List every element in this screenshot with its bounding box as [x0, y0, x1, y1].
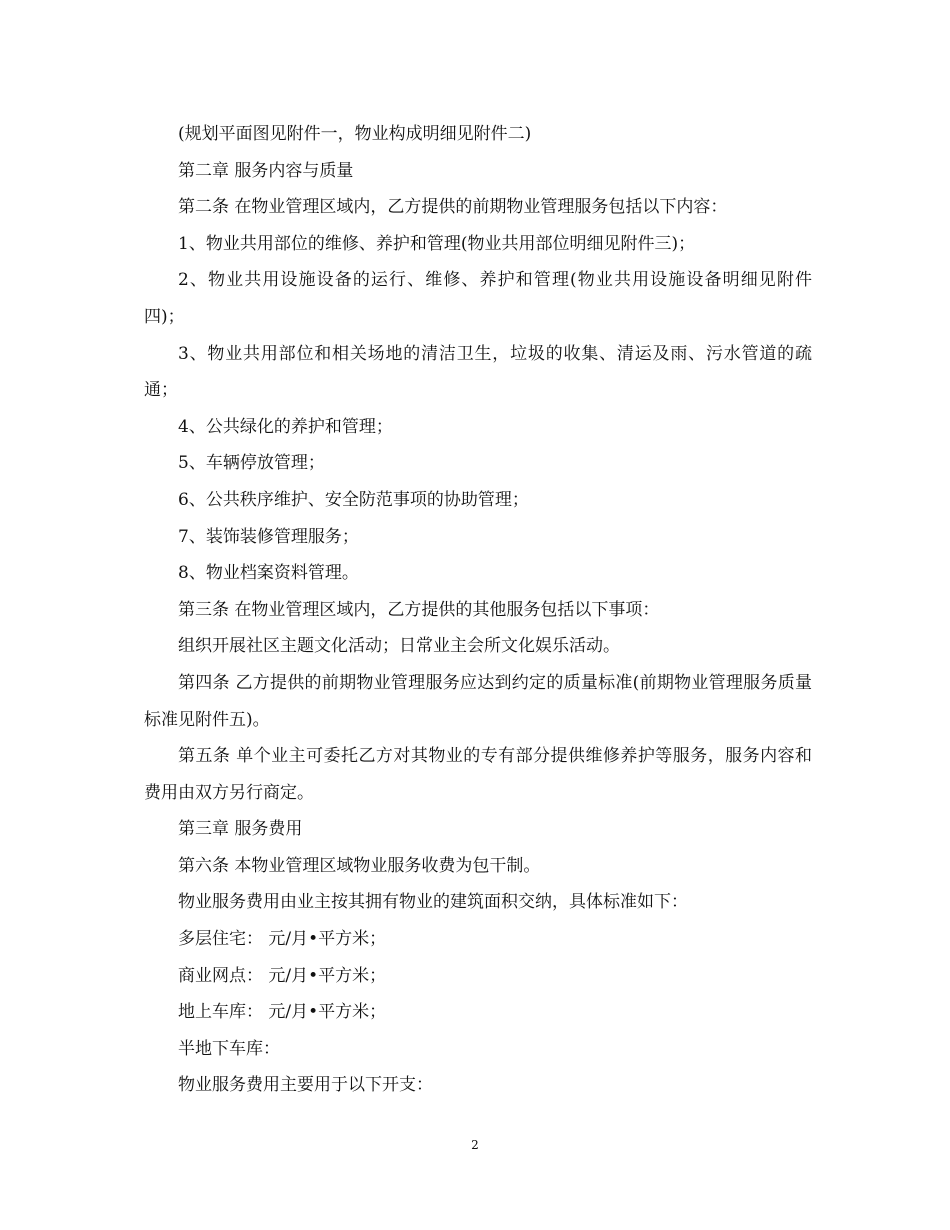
list-item-7: 7、装饰装修管理服务； [178, 526, 359, 547]
chapter-heading-2: 第二章 服务内容与质量 [178, 160, 354, 181]
fee-aboveground-garage: 地上车库： 元/月•平方米； [178, 1002, 387, 1023]
fee-standard-intro: 物业服务费用由业主按其拥有物业的建筑面积交纳，具体标准如下： [178, 892, 688, 913]
list-item-4: 4、公共绿化的养护和管理； [178, 416, 393, 437]
list-item-1: 1、物业共用部位的维修、养护和管理(物业共用部位明细见附件三)； [178, 233, 696, 254]
fee-semi-underground-garage: 半地下车库： [178, 1038, 280, 1059]
list-item-3: 3、物业共用部位和相关场地的清洁卫生，垃圾的收集、清运及雨、污水管道的疏通； [144, 343, 812, 401]
fee-usage-intro: 物业服务费用主要用于以下开支： [178, 1075, 433, 1096]
document-body [144, 116, 812, 1104]
article-5: 第五条 单个业主可委托乙方对其物业的专有部分提供维修养护等服务，服务内容和费用由双方另行商定。 [144, 746, 812, 803]
fee-commercial-outlet: 商业网点： 元/月•平方米； [178, 965, 387, 986]
paragraph-attachment-note: (规划平面图见附件一，物业构成明细见附件二) [178, 124, 532, 144]
list-item-5: 5、车辆停放管理； [178, 453, 325, 474]
list-item-6: 6、公共秩序维护、安全防范事项的协助管理； [178, 489, 529, 510]
list-item-8: 8、物业档案资料管理。 [178, 563, 359, 584]
list-item-2: 2、物业共用设施设备的运行、维修、养护和管理(物业共用设施设备明细见附件四)； [144, 270, 812, 327]
article-4: 第四条 乙方提供的前期物业管理服务应达到约定的质量标准(前期物业管理服务质量标准见附件五)。 [144, 672, 812, 730]
page-number: 2 [471, 1138, 479, 1152]
article-6: 第六条 本物业管理区域物业服务收费为包干制。 [178, 855, 541, 876]
article-3-detail: 组织开展社区主题文化活动；日常业主会所文化娱乐活动。 [178, 636, 620, 657]
chapter-heading-3: 第三章 服务费用 [178, 819, 303, 840]
article-3: 第三条 在物业管理区域内，乙方提供的其他服务包括以下事项： [178, 599, 660, 620]
fee-multistory-residential: 多层住宅： 元/月•平方米； [178, 929, 387, 950]
article-2: 第二条 在物业管理区域内，乙方提供的前期物业管理服务包括以下内容： [178, 197, 728, 218]
